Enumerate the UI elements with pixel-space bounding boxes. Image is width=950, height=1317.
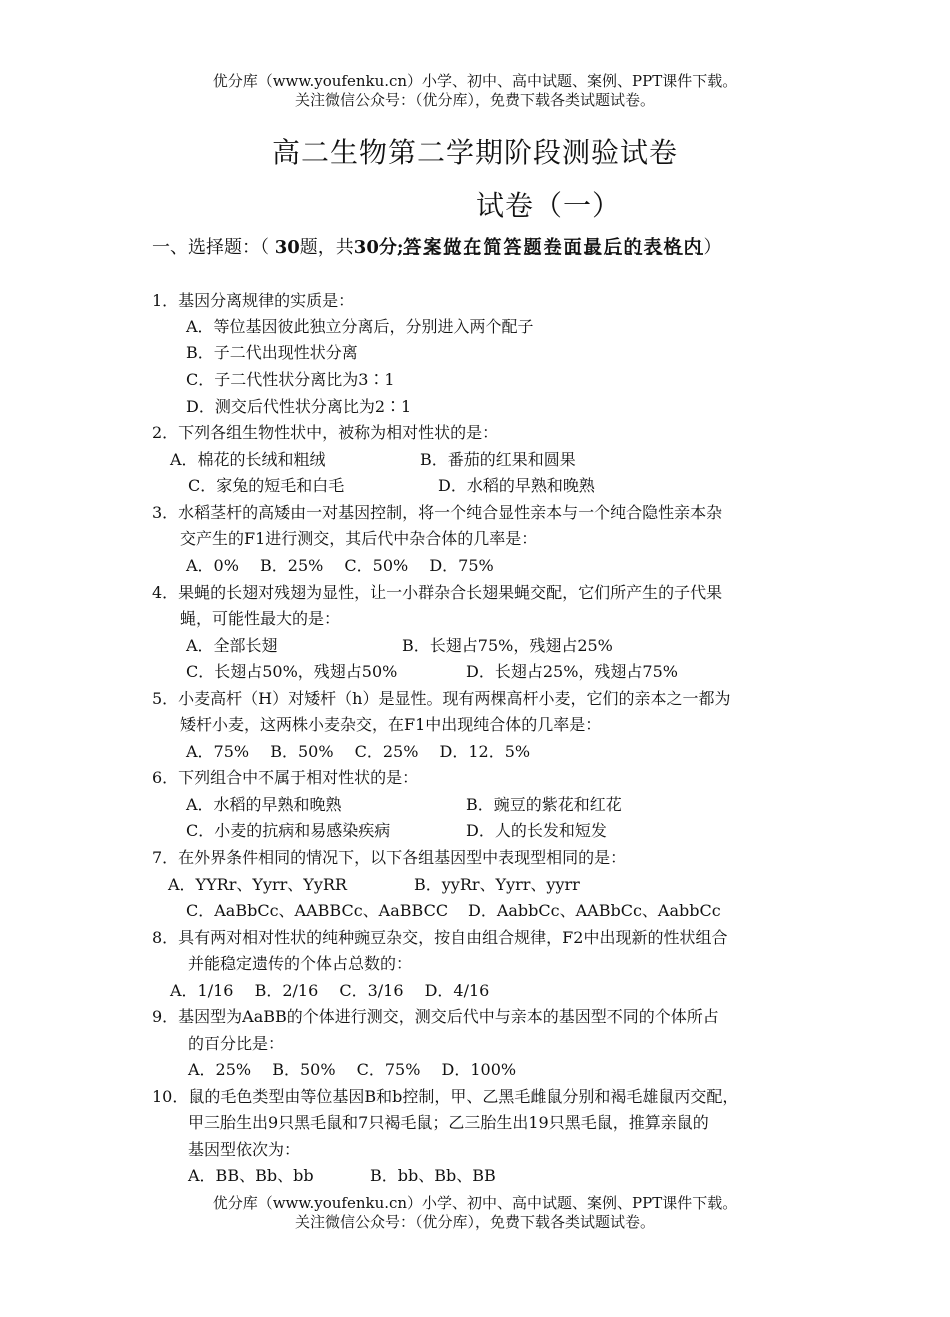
section-part-2: 题，共 [299,237,354,258]
section-heading [152,234,802,261]
header-line-2: 关注微信公众号：（优分库），免费下载各类试题试卷。 [294,91,655,109]
q7-option-c: C．AaBbCc、AABBCc、AaBBCC [186,901,449,920]
q1-option-c: C．子二代性状分离比为3∶1 [186,370,395,389]
q9-options: A．25% B．50% C．75% D．100% [188,1060,517,1079]
q7-option-d: D．AabbCc、AABbCc、AabbCc [468,901,721,920]
q2-option-d: D．水稻的早熟和晚熟 [438,476,595,495]
q2-stem: 2．下列各组生物性状中，被称为相对性状的是： [152,423,499,442]
q6-option-c: C．小麦的抗病和易感染疾病 [186,821,391,840]
section-part-1: 一、选择题：（ [152,237,269,258]
q10-stem-line-3: 基因型依次为： [188,1140,301,1159]
q2-option-a: A．棉花的长绒和粗绒 [170,450,326,469]
q10-option-a: A．BB、Bb、bb [188,1166,314,1185]
q4-option-b: B．长翅占75%，残翅占25% [402,636,613,655]
q1-option-a: A．等位基因彼此独立分离后，分别进入两个配子 [186,317,534,336]
q2-option-c: C．家兔的短毛和白毛 [188,476,345,495]
q8-options: A．1/16 B．2/16 C．3/16 D．4/16 [170,981,490,1000]
q3-options: A．0% B．25% C．50% D．75% [186,556,494,575]
section-note: 答案做在简答题卷面最后的表格内 [403,237,704,258]
q10-stem-line-1: 10．鼠的毛色类型由等位基因B和b控制，甲、乙黑毛雌鼠分别和褐毛雄鼠丙交配， [152,1087,739,1106]
q4-stem-line-2: 蝇，可能性最大的是： [180,609,341,628]
q7-stem: 7．在外界条件相同的情况下，以下各组基因型中表现型相同的是： [152,848,627,867]
q6-option-b: B．豌豆的紫花和红花 [466,795,622,814]
section-count-1: 30 [274,237,300,258]
page-header [0,72,950,110]
q7-option-a: A．YYRr、Yyrr、YyRR [168,875,347,894]
q1-stem: 1．基因分离规律的实质是： [152,291,355,310]
q8-stem-line-1: 8．具有两对相对性状的纯种豌豆杂交，按自由组合规律，F2中出现新的性状组合 [152,928,728,947]
q4-option-c: C．长翅占50%，残翅占50% [186,662,398,681]
q7-option-b: B．yyRr、Yyrr、yyrr [414,875,580,894]
footer-line-2: 关注微信公众号：（优分库），免费下载各类试题试卷。 [294,1213,655,1231]
q3-stem-line-2: 交产生的F1进行测交，其后代中杂合体的几率是： [180,529,538,548]
q1-option-b: B．子二代出现性状分离 [186,343,358,362]
page-footer [0,1194,950,1232]
q6-stem: 6．下列组合中不属于相对性状的是： [152,768,419,787]
q5-stem-line-2: 矮杆小麦，这两株小麦杂交，在F1中出现纯合体的几率是： [180,715,602,734]
footer-line-1: 优分库（www.youfenku.cn）小学、初中、高中试题、案例、PPT课件下载。 [212,1194,738,1212]
q4-stem-line-1: 4．果蝇的长翅对残翅为显性，让一小群杂合长翅果蝇交配，它们所产生的子代果 [152,583,723,602]
page-title: 高二生物第二学期阶段测验试卷 [271,136,678,169]
section-count-2: 30 [353,237,379,258]
q10-stem-line-2: 甲三胎生出9只黑毛鼠和7只褐毛鼠；乙三胎生出19只黑毛鼠，推算亲鼠的 [188,1113,709,1132]
q6-option-d: D．人的长发和短发 [466,821,607,840]
q9-stem-line-1: 9．基因型为AaBB的个体进行测交，测交后代中与亲本的基因型不同的个体所占 [152,1007,719,1026]
header-line-1: 优分库（www.youfenku.cn）小学、初中、高中试题、案例、PPT课件下载。 [212,72,738,90]
page-subtitle: 试卷（一） [476,189,622,222]
q2-option-b: B．番茄的红果和圆果 [420,450,576,469]
section-part-3: 分; [378,237,404,258]
q8-stem-line-2: 并能稳定遗传的个体占总数的： [188,954,413,973]
q4-option-a: A．全部长翅 [186,636,278,655]
q4-option-d: D．长翅占25%，残翅占75% [466,662,678,681]
q5-stem-line-1: 5．小麦高杆（H）对矮杆（h）是显性。现有两棵高杆小麦，它们的亲本之一都为 [152,689,731,708]
q1-option-d: D．测交后代性状分离比为2∶1 [186,397,412,416]
q10-option-b: B．bb、Bb、BB [370,1166,496,1185]
q9-stem-line-2: 的百分比是： [188,1034,285,1053]
q3-stem-line-1: 3．水稻茎杆的高矮由一对基因控制，将一个纯合显性亲本与一个纯合隐性亲本杂 [152,503,723,522]
q5-options: A．75% B．50% C．25% D．12．5% [186,742,531,761]
section-part-4: ） [703,237,722,258]
q6-option-a: A．水稻的早熟和晚熟 [186,795,342,814]
